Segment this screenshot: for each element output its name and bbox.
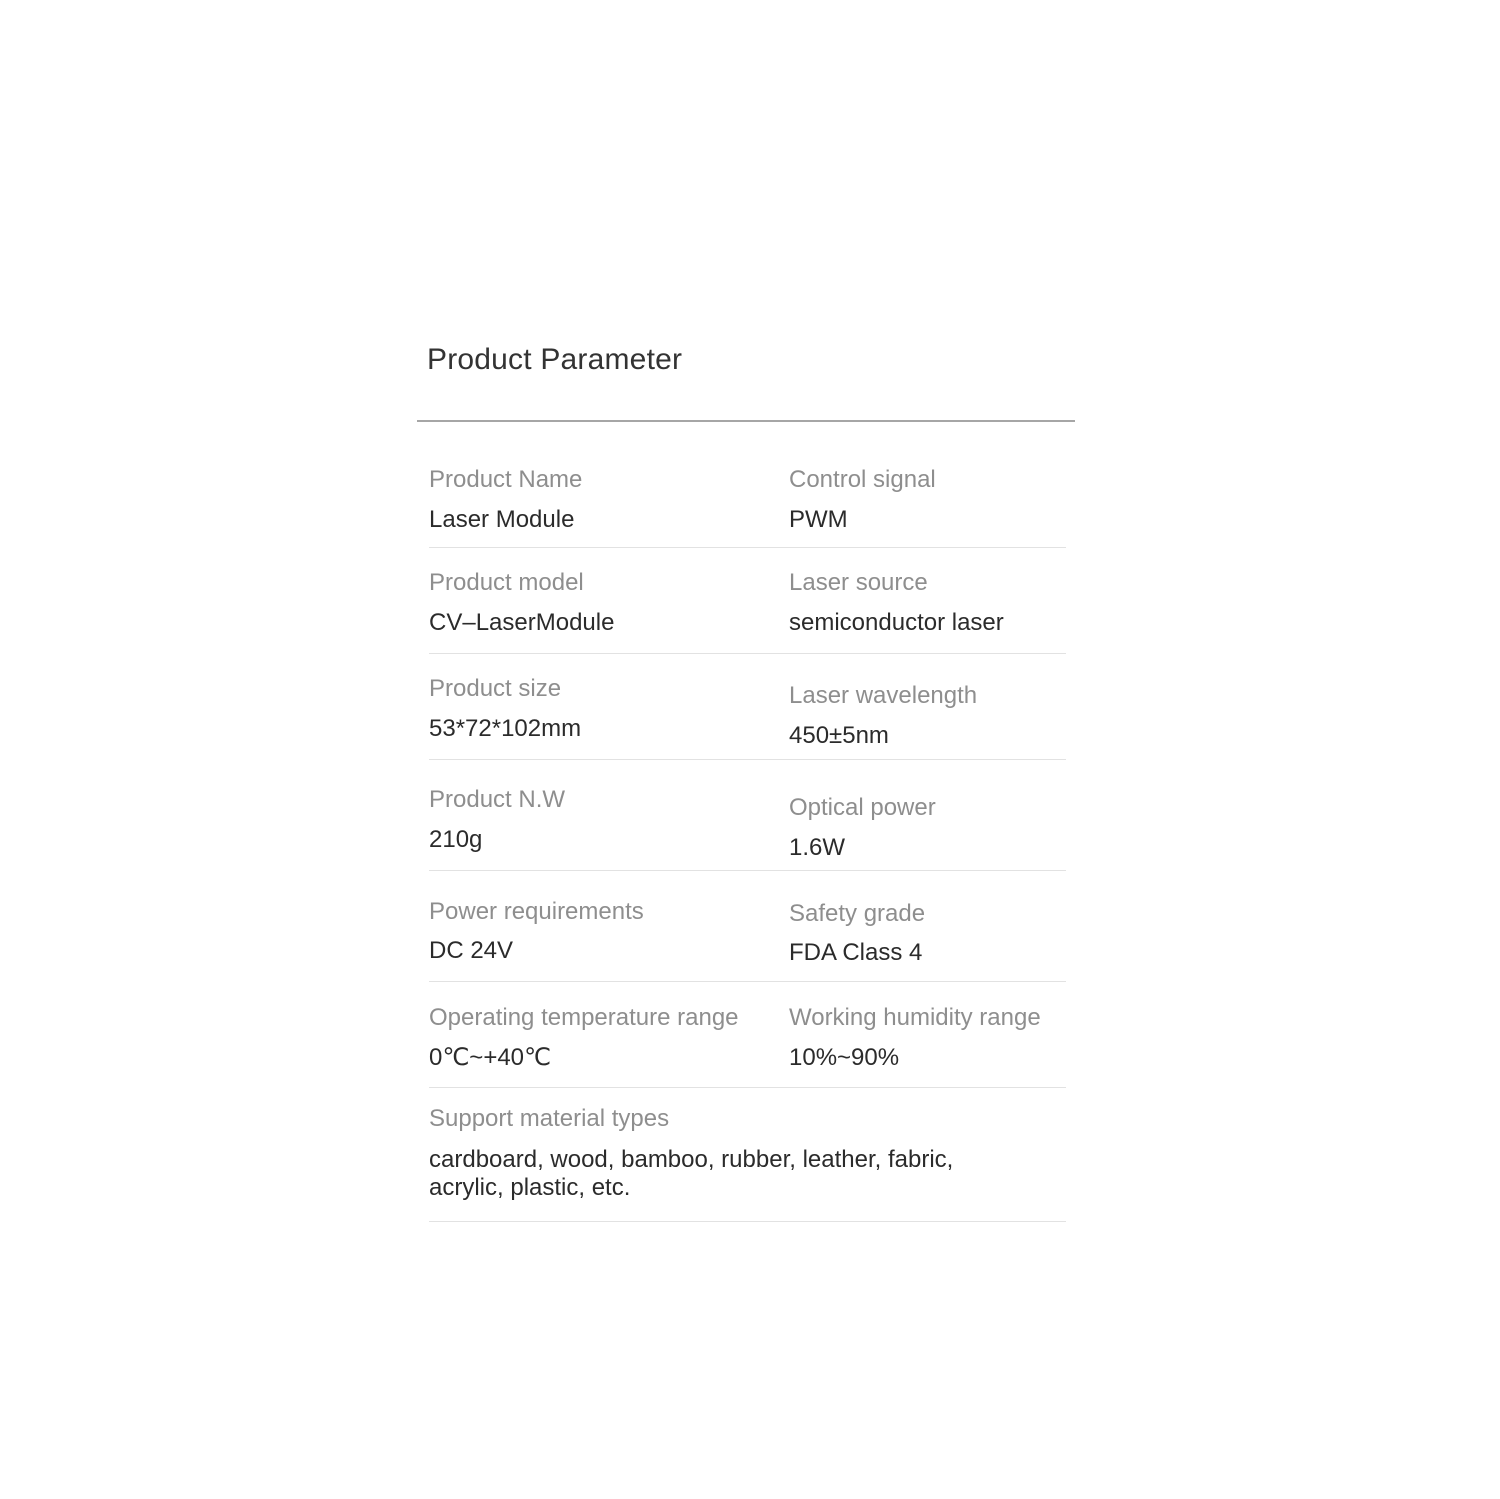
page-title: Product Parameter [427,343,683,376]
param-value: semiconductor laser [789,609,1004,636]
param-value: 1.6W [789,834,846,861]
param-value: PWM [789,506,848,533]
param-label: Control signal [789,466,936,493]
param-value: 10%~90% [789,1044,900,1071]
param-label: Working humidity range [789,1004,1041,1031]
param-row-power-requirements [429,898,1066,982]
param-row-product-name [429,466,1066,548]
param-label: Power requirements [429,898,644,925]
param-label: Product N.W [429,786,566,813]
param-label: Operating temperature range [429,1004,739,1031]
param-row-temperature-range [429,1004,1066,1088]
param-value: Laser Module [429,506,575,533]
param-value: 210g [429,826,483,853]
param-label: Laser source [789,569,928,596]
param-row-product-nw [429,786,1066,871]
param-label: Product Name [429,466,583,493]
param-value: 53*72*102mm [429,715,582,742]
param-row-support-materials [429,1105,1066,1222]
param-value: cardboard, wood, bamboo, rubber, leather, fabric, acrylic, plastic, etc. [429,1146,954,1201]
param-value: FDA Class 4 [789,939,923,966]
param-row-product-model [429,569,1066,654]
param-value: CV–LaserModule [429,609,615,636]
param-label: Support material types [429,1105,670,1132]
param-label: Optical power [789,794,936,821]
title-divider [417,420,1075,422]
param-label: Laser wavelength [789,682,978,709]
param-label: Product size [429,675,562,702]
param-value: DC 24V [429,937,514,964]
param-value: 450±5nm [789,722,889,749]
param-label: Safety grade [789,900,926,927]
param-value: 0℃~+40℃ [429,1044,551,1071]
param-label: Product model [429,569,584,596]
param-row-product-size [429,675,1066,760]
